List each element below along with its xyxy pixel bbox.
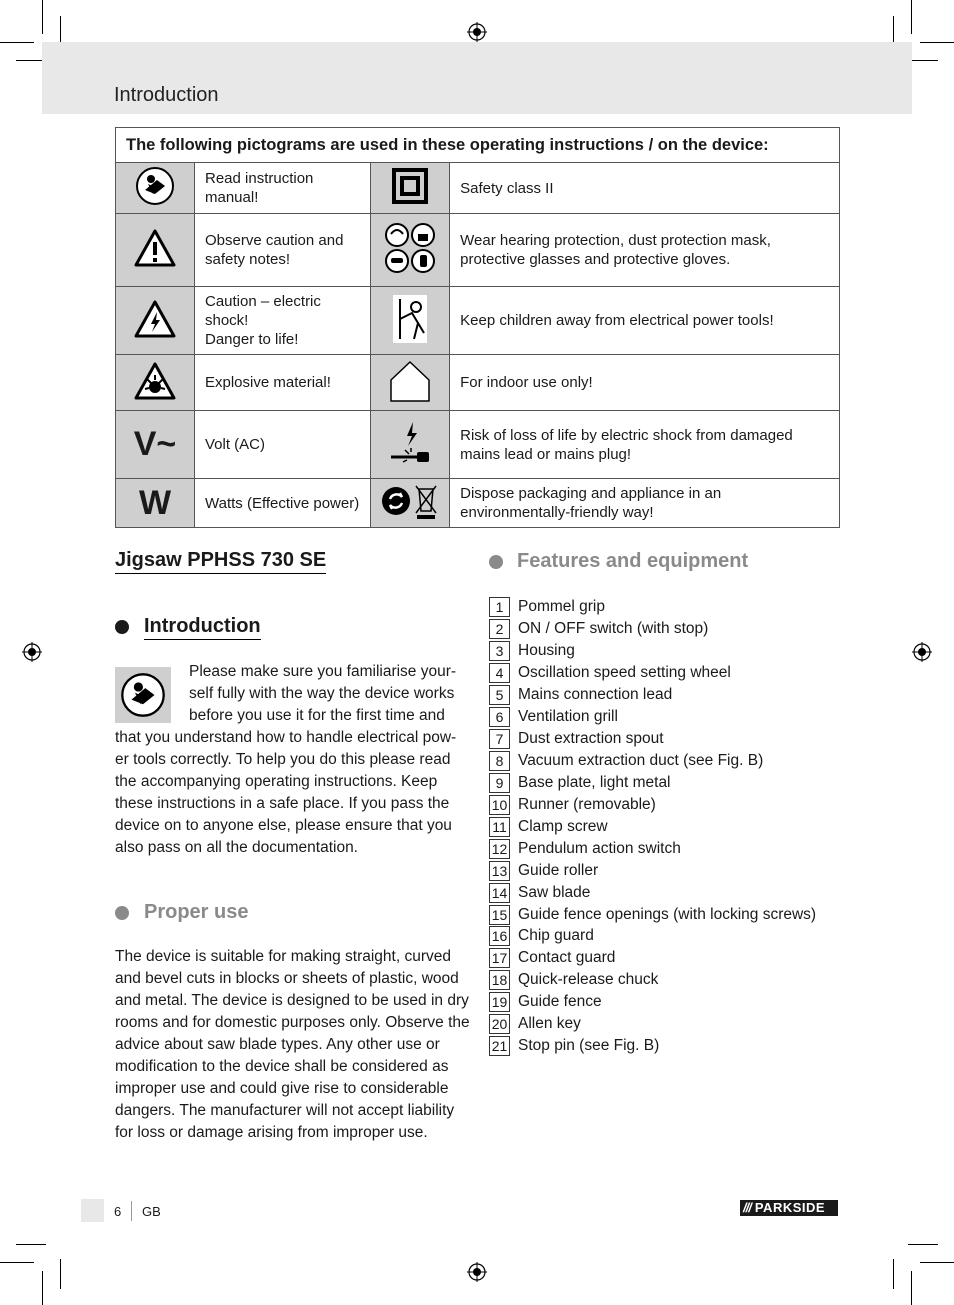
list-item: 4 Oscillation speed setting wheel: [489, 663, 731, 683]
page-header-title: Introduction: [114, 84, 219, 106]
intro-line: the accompanying operating instructions. Keep: [115, 773, 438, 790]
intro-line: these instructions in a safe place. If you pass the: [115, 795, 450, 812]
table-row: [116, 163, 840, 214]
house-icon: [371, 355, 450, 411]
explosive-icon: [116, 355, 195, 411]
list-item: 20 Allen key: [489, 1014, 581, 1034]
list-item: 10 Runner (removable): [489, 795, 656, 815]
table-row: [116, 214, 840, 287]
registration-mark-icon: [912, 642, 932, 662]
proper-use-line: modification to the device shall be considered as: [115, 1058, 449, 1075]
keep-children-away-icon: [371, 287, 450, 355]
read-manual-icon: [116, 163, 195, 214]
table-cell: Explosive material!: [195, 355, 371, 411]
list-item: 6 Ventilation grill: [489, 707, 618, 727]
proper-use-line: and metal. The device is designed to be used in dry: [115, 992, 469, 1009]
table-cell: Safety class II: [450, 163, 840, 214]
list-item: 19 Guide fence: [489, 992, 602, 1012]
crop-mark: [920, 42, 954, 43]
section-bullet: [115, 620, 129, 634]
parkside-logo: /// PARKSIDE: [740, 1200, 838, 1216]
list-item: 13 Guide roller: [489, 861, 598, 881]
intro-line: self fully with the way the device works: [189, 685, 455, 702]
crop-mark: [42, 0, 43, 34]
damaged-plug-icon: [371, 411, 450, 479]
section-bullet: [489, 555, 503, 569]
table-row: [116, 411, 840, 479]
electric-shock-icon: [116, 287, 195, 355]
volt-ac-symbol: V~: [116, 411, 195, 479]
table-cell: Observe caution and safety notes!: [195, 214, 371, 287]
registration-mark-icon: [467, 1262, 487, 1282]
introduction-heading: Introduction: [144, 615, 261, 640]
crop-mark: [0, 42, 34, 43]
caution-triangle-icon: [116, 214, 195, 287]
footer-divider: [131, 1201, 132, 1221]
table-cell: Caution – electric shock! Danger to life!: [195, 287, 371, 355]
watts-symbol: W: [116, 479, 195, 528]
crop-mark: [16, 1244, 46, 1245]
intro-line: er tools correctly. To help you do this please read: [115, 751, 451, 768]
registration-mark-icon: [22, 642, 42, 662]
ppe-icon: [371, 214, 450, 287]
list-item: 1 Pommel grip: [489, 597, 605, 617]
table-cell: Wear hearing protection, dust protection mask, protective glasses and protective gloves.: [450, 214, 840, 287]
table-cell: Risk of loss of life by electric shock from damaged mains lead or mains plug!: [450, 411, 840, 479]
table-cell: Keep children away from electrical power tools!: [450, 287, 840, 355]
pictogram-table-heading: The following pictograms are used in these operating instructions / on the device:: [116, 128, 840, 163]
list-item: 16 Chip guard: [489, 926, 594, 946]
pictogram-table: [115, 127, 840, 528]
language-code: GB: [142, 1204, 161, 1219]
crop-mark: [0, 1262, 34, 1263]
crop-mark: [893, 1259, 894, 1289]
intro-line: device on to anyone else, please ensure that you: [115, 817, 452, 834]
proper-use-line: advice about saw blade types. Any other use or: [115, 1036, 440, 1053]
list-item: 5 Mains connection lead: [489, 685, 672, 705]
read-manual-icon: [115, 667, 171, 723]
list-item: 9 Base plate, light metal: [489, 773, 671, 793]
registration-mark-icon: [467, 22, 487, 42]
table-cell: For indoor use only!: [450, 355, 840, 411]
proper-use-heading: Proper use: [144, 901, 249, 923]
list-item: 15 Guide fence openings (with locking screws): [489, 905, 816, 925]
list-item: 11 Clamp screw: [489, 817, 608, 837]
crop-mark: [908, 1244, 938, 1245]
table-row: [116, 479, 840, 528]
intro-line: Please make sure you familiarise your-: [189, 663, 457, 680]
section-bullet: [115, 906, 129, 920]
proper-use-line: and bevel cuts in blocks or sheets of plastic, wood: [115, 970, 459, 987]
list-item: 2 ON / OFF switch (with stop): [489, 619, 708, 639]
proper-use-line: improper use and could give rise to considerable: [115, 1080, 449, 1097]
safety-class-ii-icon: [371, 163, 450, 214]
table-cell: Volt (AC): [195, 411, 371, 479]
crop-mark: [920, 1262, 954, 1263]
recycle-bin-icon: [371, 479, 450, 528]
crop-mark: [911, 0, 912, 34]
list-item: 14 Saw blade: [489, 883, 590, 903]
intro-line: that you understand how to handle electrical pow-: [115, 729, 457, 746]
table-cell: Watts (Effective power): [195, 479, 371, 528]
intro-line: before you use it for the first time and: [189, 707, 445, 724]
list-item: 12 Pendulum action switch: [489, 839, 681, 859]
list-item: 7 Dust extraction spout: [489, 729, 664, 749]
crop-mark: [60, 1259, 61, 1289]
list-item: 8 Vacuum extraction duct (see Fig. B): [489, 751, 763, 771]
proper-use-line: rooms and for domestic purposes only. Observe the: [115, 1014, 470, 1031]
crop-mark: [908, 60, 938, 61]
crop-mark: [911, 1271, 912, 1305]
list-item: 17 Contact guard: [489, 948, 615, 968]
table-cell: Read instruction manual!: [195, 163, 371, 214]
table-cell: Dispose packaging and appliance in an environmentally-friendly way!: [450, 479, 840, 528]
proper-use-line: dangers. The manufacturer will not accept liability: [115, 1102, 455, 1119]
footer-tab: [81, 1199, 104, 1222]
list-item: 21 Stop pin (see Fig. B): [489, 1036, 659, 1056]
list-item: 3 Housing: [489, 641, 575, 661]
proper-use-line: for loss or damage arising from improper use.: [115, 1124, 428, 1141]
features-heading: Features and equipment: [517, 550, 749, 572]
table-row: [116, 355, 840, 411]
intro-line: also pass on all the documentation.: [115, 839, 358, 856]
proper-use-line: The device is suitable for making straight, curved: [115, 948, 451, 965]
product-title: Jigsaw PPHSS 730 SE: [115, 549, 326, 574]
list-item: 18 Quick-release chuck: [489, 970, 658, 990]
table-row: [116, 287, 840, 355]
crop-mark: [42, 1271, 43, 1305]
page-number: 6: [114, 1204, 122, 1219]
